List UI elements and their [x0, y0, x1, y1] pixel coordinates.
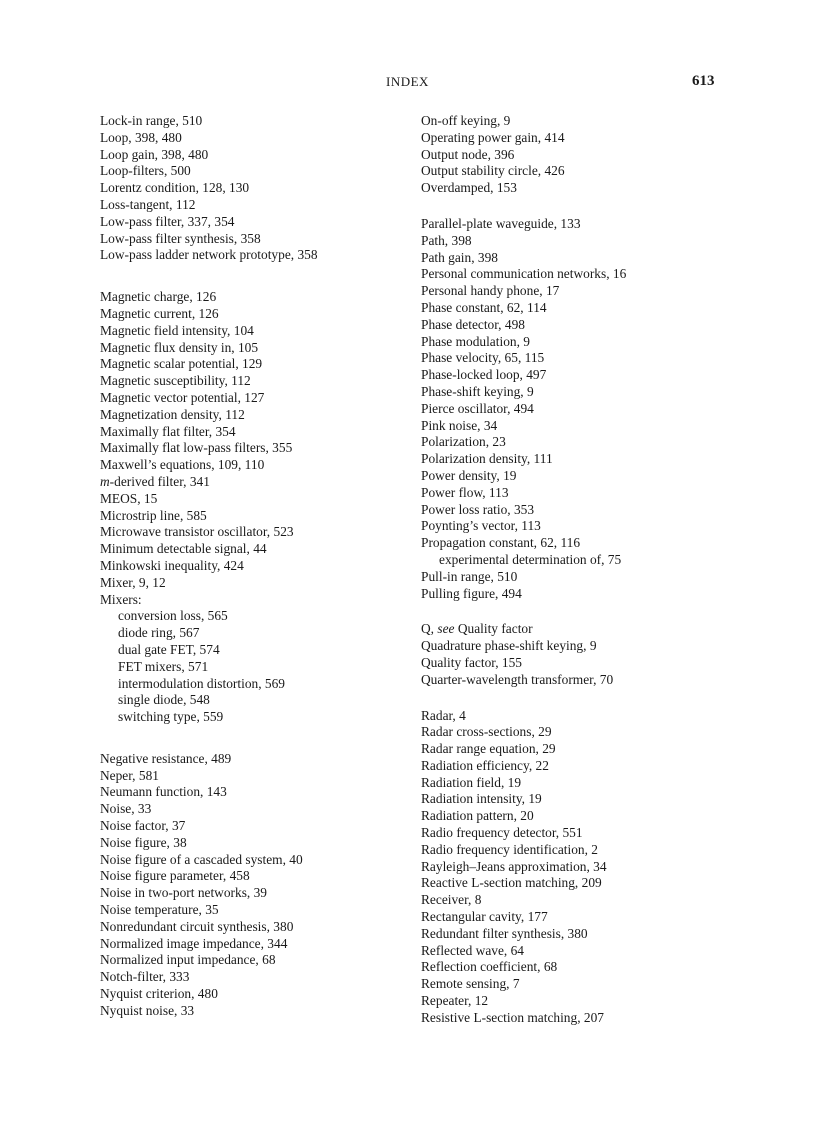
index-entry: Output node, 396 — [421, 146, 515, 162]
index-entry: Radiation pattern, 20 — [421, 808, 534, 824]
index-entry: Path, 398 — [421, 232, 472, 248]
index-entry: Phase-shift keying, 9 — [421, 383, 534, 399]
index-entry: Phase constant, 62, 114 — [421, 299, 547, 315]
index-entry: Minimum detectable signal, 44 — [100, 541, 267, 557]
index-entry: Magnetic flux density in, 105 — [100, 339, 259, 355]
index-entry: Propagation constant, 62, 116 — [421, 535, 581, 551]
index-entry: Magnetic field intensity, 104 — [100, 322, 254, 338]
index-entry: Magnetic charge, 126 — [100, 289, 217, 305]
index-entry: Nyquist criterion, 480 — [100, 986, 218, 1002]
index-entry: Remote sensing, 7 — [421, 976, 520, 992]
index-entry: Pink noise, 34 — [421, 417, 498, 433]
index-entry: Mixer, 9, 12 — [100, 574, 166, 590]
index-entry: Noise figure parameter, 458 — [100, 868, 250, 884]
index-entry: Low-pass filter synthesis, 358 — [100, 230, 261, 246]
index-entry: Notch-filter, 333 — [100, 969, 190, 985]
index-entry: Normalized input impedance, 68 — [100, 952, 276, 968]
index-entry: Quadrature phase-shift keying, 9 — [421, 638, 597, 654]
index-entry: Noise, 33 — [100, 801, 152, 817]
index-subentry: single diode, 548 — [118, 692, 210, 708]
index-entry: Loop-filters, 500 — [100, 163, 191, 179]
index-subentry: conversion loss, 565 — [118, 608, 228, 624]
index-entry-cross-reference: Q, see Quality factor — [421, 621, 533, 637]
index-entry: Personal communication networks, 16 — [421, 266, 627, 282]
index-entry: Path gain, 398 — [421, 249, 498, 265]
index-entry: Phase detector, 498 — [421, 316, 525, 332]
index-entry: Maximally flat filter, 354 — [100, 423, 236, 439]
running-head: INDEX — [386, 74, 429, 89]
index-entry: Receiver, 8 — [421, 892, 482, 908]
index-entry: Nonredundant circuit synthesis, 380 — [100, 918, 294, 934]
index-entry: Output stability circle, 426 — [421, 163, 565, 179]
index-entry: Magnetic susceptibility, 112 — [100, 373, 251, 389]
index-entry: Phase velocity, 65, 115 — [421, 350, 545, 366]
index-entry: Magnetic vector potential, 127 — [100, 389, 265, 405]
index-entry: Rectangular cavity, 177 — [421, 909, 548, 925]
index-entry: Noise in two-port networks, 39 — [100, 885, 267, 901]
index-entry: Noise temperature, 35 — [100, 902, 219, 918]
index-subentries-mixers — [100, 608, 318, 726]
index-entry: Nyquist noise, 33 — [100, 1002, 195, 1018]
index-group-m — [100, 289, 318, 474]
index-group-l — [100, 113, 318, 264]
index-entry: MEOS, 15 — [100, 490, 158, 506]
index-group-p — [421, 216, 626, 552]
index-entry: Loss-tangent, 112 — [100, 196, 196, 212]
index-subentry: diode ring, 567 — [118, 625, 200, 641]
index-entry: Microwave transistor oscillator, 523 — [100, 524, 294, 540]
index-entry: Quarter-wavelength transformer, 70 — [421, 671, 614, 687]
index-entry: Maxwell’s equations, 109, 110 — [100, 457, 265, 473]
index-column-right — [421, 113, 626, 1027]
index-entry: Power flow, 113 — [421, 484, 509, 500]
index-entry: Pierce oscillator, 494 — [421, 400, 534, 416]
index-entry: Lock-in range, 510 — [100, 113, 203, 128]
index-entry: Personal handy phone, 17 — [421, 283, 560, 299]
index-entry: Normalized image impedance, 344 — [100, 935, 288, 951]
index-entry: Radar range equation, 29 — [421, 741, 556, 757]
index-entry: Operating power gain, 414 — [421, 129, 565, 145]
index-entry: Overdamped, 153 — [421, 180, 517, 196]
index-entry: Low-pass filter, 337, 354 — [100, 213, 235, 229]
index-group-m-continued — [100, 491, 318, 609]
index-entry: Phase-locked loop, 497 — [421, 367, 547, 383]
index-entry: Lorentz condition, 128, 130 — [100, 180, 250, 196]
index-entry: Quality factor, 155 — [421, 654, 522, 670]
index-entry: Neumann function, 143 — [100, 784, 227, 800]
index-entry: Negative resistance, 489 — [100, 750, 232, 766]
index-entry: Radio frequency identification, 2 — [421, 841, 598, 857]
index-entry: Radiation efficiency, 22 — [421, 757, 549, 773]
index-entry: Reflection coefficient, 68 — [421, 959, 558, 975]
index-entry: Polarization density, 111 — [421, 451, 553, 467]
index-subentry: experimental determination of, 75 — [439, 551, 622, 567]
index-entry: Minkowski inequality, 424 — [100, 557, 244, 573]
index-entry: Magnetization density, 112 — [100, 406, 245, 422]
index-entry: Loop, 398, 480 — [100, 129, 182, 145]
index-group-r — [421, 708, 626, 1027]
index-entry: Mixers: — [100, 591, 142, 607]
page-header — [0, 74, 816, 94]
index-entry: Phase modulation, 9 — [421, 333, 530, 349]
index-entry: Radiation intensity, 19 — [421, 791, 542, 807]
index-entry: Loop gain, 398, 480 — [100, 146, 209, 162]
index-entry: Parallel-plate waveguide, 133 — [421, 215, 581, 231]
index-entry: Radar, 4 — [421, 707, 466, 723]
see-reference: see — [437, 621, 455, 637]
index-entry: Noise factor, 37 — [100, 818, 186, 834]
index-entry: Rayleigh–Jeans approximation, 34 — [421, 858, 607, 874]
index-entry: Radiation field, 19 — [421, 774, 522, 790]
index-entry: Radio frequency detector, 551 — [421, 825, 583, 841]
index-group-o — [421, 113, 626, 197]
index-entry: Pulling figure, 494 — [421, 585, 522, 601]
index-entry: Microstrip line, 585 — [100, 507, 207, 523]
index-entry: Radar cross-sections, 29 — [421, 724, 552, 740]
index-entry: Resistive L-section matching, 207 — [421, 1009, 604, 1025]
index-column-left — [100, 113, 318, 1020]
index-entry: Redundant filter synthesis, 380 — [421, 925, 588, 941]
index-entry: Noise figure, 38 — [100, 834, 187, 850]
index-entry: Noise figure of a cascaded system, 40 — [100, 851, 303, 867]
index-subentry: switching type, 559 — [118, 709, 224, 725]
index-entry: Low-pass ladder network prototype, 358 — [100, 247, 318, 263]
index-entry: Poynting’s vector, 113 — [421, 518, 541, 534]
index-entry: Pull-in range, 510 — [421, 568, 518, 584]
index-entry: Repeater, 12 — [421, 993, 489, 1009]
index-entry: m-derived filter, 341 — [100, 473, 210, 489]
index-entry: Power density, 19 — [421, 467, 517, 483]
index-entry: Power loss ratio, 353 — [421, 501, 535, 517]
index-entry: Polarization, 23 — [421, 434, 506, 450]
index-entry: Neper, 581 — [100, 767, 159, 783]
index-subentry: intermodulation distortion, 569 — [118, 675, 285, 691]
index-group-p-end — [421, 569, 626, 603]
index-entry: On-off keying, 9 — [421, 113, 511, 128]
index-subentry: FET mixers, 571 — [118, 658, 209, 674]
italic-term: m — [100, 473, 110, 489]
index-subentry: dual gate FET, 574 — [118, 641, 220, 657]
page-number: 613 — [692, 73, 715, 89]
index-entry: Reflected wave, 64 — [421, 942, 524, 958]
index-group-n — [100, 751, 318, 1020]
index-entry: Magnetic current, 126 — [100, 305, 219, 321]
index-group-q — [421, 638, 626, 688]
index-entry: Maximally flat low-pass filters, 355 — [100, 440, 293, 456]
index-entry: Reactive L-section matching, 209 — [421, 875, 602, 891]
index-entry: Magnetic scalar potential, 129 — [100, 356, 263, 372]
